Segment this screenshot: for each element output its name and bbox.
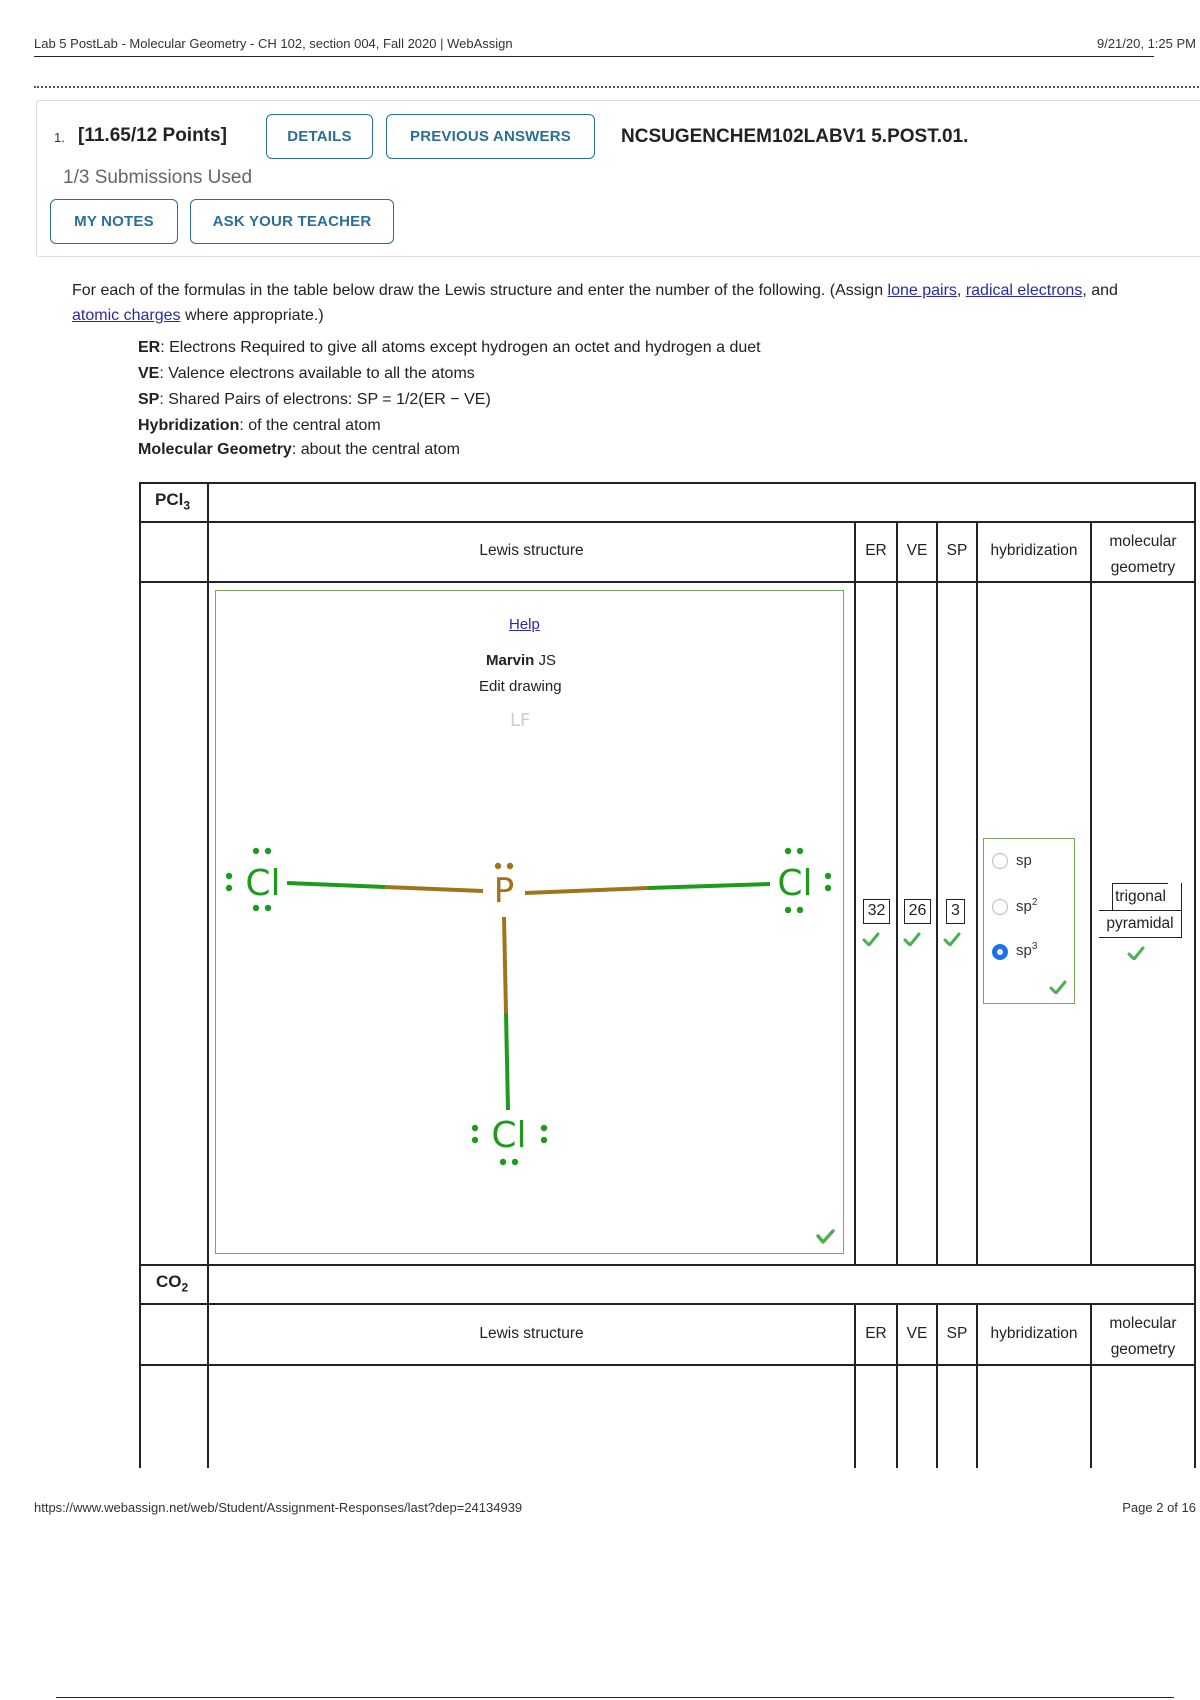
instructions-text (72, 278, 1152, 328)
table-rule (896, 521, 898, 1266)
definition-hybridization (138, 417, 381, 435)
correct-check-icon (818, 1231, 833, 1242)
lone-pair-dot (825, 873, 831, 879)
header-ve: VE (906, 1325, 928, 1342)
lone-pair-dot (265, 848, 271, 854)
lone-pair-dot (797, 907, 803, 913)
lone-pair-dot (265, 905, 271, 911)
header-lewis-structure: Lewis structure (479, 542, 584, 559)
definition-text: : Shared Pairs of electrons: SP = 1/2(ER − VE) (159, 391, 491, 408)
previous-answers-button[interactable]: PREVIOUS ANSWERS (386, 114, 595, 159)
instructions-separator: , and (1082, 282, 1118, 299)
lone-pair-dot (226, 873, 232, 879)
formula-base: PCl (155, 490, 184, 509)
lone-pair-dot (472, 1137, 478, 1143)
ask-your-teacher-button[interactable]: ASK YOUR TEACHER (190, 199, 394, 244)
radio-label-base: sp (1016, 852, 1032, 869)
bond-bottom-p-half (504, 917, 506, 1013)
table-rule (139, 521, 1196, 523)
definition-er (138, 339, 761, 357)
definition-text: : Valence electrons available to all the atoms (159, 365, 475, 382)
header-ve: VE (906, 542, 928, 559)
definition-text: : of the central atom (239, 417, 381, 434)
definition-geometry (138, 441, 460, 459)
lone-pair-dot (785, 848, 791, 854)
radio-label-sp (1016, 851, 1032, 869)
geometry-answer-field[interactable] (1099, 883, 1182, 938)
radio-label-sup: 3 (1031, 941, 1038, 952)
radical-electrons-link[interactable]: radical electrons (965, 282, 1083, 299)
lone-pair-dot (541, 1137, 547, 1143)
atom-cl-bottom: Cl (491, 1115, 527, 1156)
lone-pair-dot (226, 885, 232, 891)
lone-pair-dot (253, 848, 259, 854)
table-rule (139, 1264, 1196, 1266)
header-hybridization: hybridization (990, 542, 1078, 559)
correct-check-icon (1127, 946, 1145, 960)
correct-check-icon (1049, 980, 1067, 994)
definition-ve (138, 365, 475, 383)
definition-term: ER (138, 339, 161, 356)
question-points: [11.65/12 Points] (78, 125, 227, 146)
edit-drawing-link[interactable]: Edit drawing (479, 678, 562, 695)
radio-label-base: sp (1016, 942, 1032, 959)
table-rule (1194, 482, 1196, 1468)
sp-answer-field[interactable]: 3 (946, 899, 965, 924)
bond-left-p-half (385, 887, 483, 891)
lone-pair-dot (797, 848, 803, 854)
question-number: 1. (54, 130, 65, 145)
lone-pair-dot (495, 863, 501, 869)
footer-url: https://www.webassign.net/web/Student/Assignment-Responses/last?dep=24134939 (34, 1500, 523, 1515)
ve-answer-field[interactable]: 26 (904, 899, 931, 924)
lone-pair-dot (785, 907, 791, 913)
page-header-title: Lab 5 PostLab - Molecular Geometry - CH 102, section 004, Fall 2020 | WebAssign (34, 36, 513, 51)
table-rule (139, 482, 141, 1468)
bottom-divider (56, 1697, 1174, 1698)
header-sp: SP (946, 542, 968, 559)
lone-pair-dot (512, 1159, 518, 1165)
radio-label-sp2 (1016, 897, 1037, 915)
my-notes-button[interactable]: MY NOTES (50, 199, 178, 244)
radio-sp3-selected[interactable] (992, 944, 1008, 960)
instructions-text-part: For each of the formulas in the table below draw the Lewis structure and enter the number of the following. (Assign (72, 282, 888, 299)
radio-sp2[interactable] (992, 899, 1008, 915)
table-rule (976, 521, 978, 1266)
details-button[interactable]: DETAILS (266, 114, 373, 159)
header-lewis-structure: Lewis structure (479, 1325, 584, 1342)
header-geometry-line: molecular (1109, 1315, 1177, 1332)
table-rule (139, 1303, 1196, 1305)
correct-check-icon (862, 932, 880, 946)
lone-pair-dot (500, 1159, 506, 1165)
header-er: ER (865, 542, 887, 559)
page-header-datetime: 9/21/20, 1:25 PM (1096, 36, 1196, 51)
lone-pairs-link[interactable]: lone pairs (887, 282, 957, 299)
correct-check-icon (943, 932, 961, 946)
definition-term: Molecular Geometry (138, 441, 292, 458)
formula-pcl3 (155, 490, 190, 512)
er-answer-field[interactable]: 32 (863, 899, 890, 924)
lone-pair-dot (253, 905, 259, 911)
instructions-text-part: where appropriate.) (180, 307, 324, 324)
header-geometry-line: molecular (1109, 533, 1177, 550)
table-rule (854, 521, 856, 1266)
radio-label-sp3 (1016, 941, 1037, 959)
lone-pair-dot (541, 1125, 547, 1131)
header-molecular-geometry (1092, 1311, 1194, 1363)
marvin-title-name: Marvin (486, 652, 535, 669)
marvin-title-suffix: JS (534, 652, 557, 669)
question-code: NCSUGENCHEM102LABV1 5.POST.01. (621, 126, 969, 147)
formula-co2 (156, 1272, 188, 1294)
svg-text:LF: LF (510, 710, 531, 731)
definition-term: SP (138, 391, 160, 408)
formula-subscript: 3 (183, 498, 191, 513)
table-rule (139, 581, 1196, 583)
table-rule (936, 521, 938, 1266)
bond-left-cl-half (287, 883, 385, 887)
definition-term: VE (138, 365, 160, 382)
table-rule (139, 482, 1196, 484)
lone-pair-dot (507, 863, 513, 869)
table-rule (207, 482, 209, 1468)
header-er: ER (865, 1325, 887, 1342)
lewis-structure-pcl3 (215, 590, 844, 1254)
formula-subscript: 2 (181, 1280, 189, 1295)
table-rule (139, 1364, 1196, 1366)
definition-text: : about the central atom (291, 441, 460, 458)
definition-text: : Electrons Required to give all atoms except hydrogen an octet and hydrogen a duet (160, 339, 761, 356)
bond-bottom-cl-half (506, 1013, 508, 1110)
definition-sp (138, 391, 491, 409)
footer-page-number: Page 2 of 16 (1122, 1500, 1196, 1515)
definition-term: Hybridization (138, 417, 240, 434)
submissions-used: 1/3 Submissions Used (63, 167, 253, 188)
atom-cl-left: Cl (245, 863, 281, 904)
header-molecular-geometry (1092, 529, 1194, 581)
instructions-separator: , (956, 282, 966, 299)
table-rule (1090, 521, 1092, 1266)
lone-pair-dot (825, 885, 831, 891)
geometry-answer-line: trigonal (1112, 883, 1168, 910)
lone-pair-dot (472, 1125, 478, 1131)
atom-cl-right: Cl (777, 863, 813, 904)
bond-right-p-half (525, 888, 648, 893)
geometry-answer-line: pyramidal (1099, 910, 1181, 937)
header-divider (34, 56, 1154, 57)
atom-p: P (493, 871, 515, 911)
radio-label-base: sp (1016, 898, 1032, 915)
header-hybridization: hybridization (990, 1325, 1078, 1342)
dotted-divider (34, 86, 1200, 88)
radio-sp[interactable] (992, 853, 1008, 869)
header-geometry-line: geometry (1110, 559, 1176, 576)
bond-right-cl-half (648, 884, 770, 888)
formula-base: CO (156, 1272, 182, 1291)
help-link[interactable]: Help (509, 616, 540, 633)
header-geometry-line: geometry (1110, 1341, 1176, 1358)
atomic-charges-link[interactable]: atomic charges (72, 307, 181, 324)
correct-check-icon (903, 932, 921, 946)
header-sp: SP (946, 1325, 968, 1342)
radio-label-sup: 2 (1031, 897, 1038, 908)
